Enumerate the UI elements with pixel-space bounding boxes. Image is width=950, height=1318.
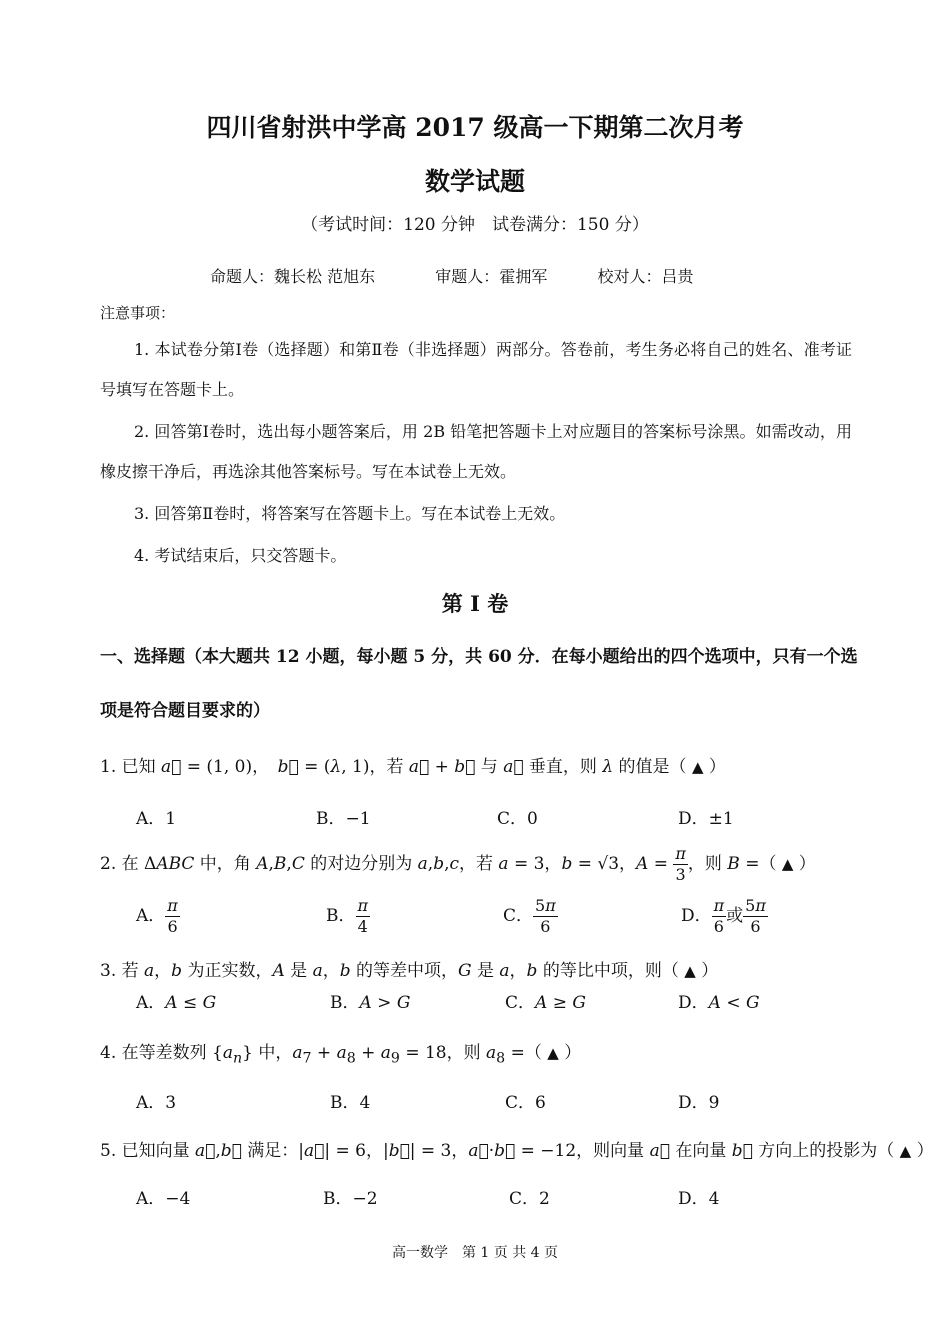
q4-option-c: C．6 xyxy=(505,1093,546,1113)
question-2: 2. 在 ΔABC 中，角 A,B,C 的对边分别为 a,b,c，若 a = 3，b = √3，A = $\frac{\pi}{3}$ ，则 B =（ ▲ ） xyxy=(100,844,816,884)
q5-option-b: B．−2 xyxy=(323,1189,378,1209)
question-5: 5. 已知向量 a⃗,b⃗ 满足：|a⃗| = 6，|b⃗| = 3，a⃗·b⃗ = −12，则向量 a⃗ 在向量 b⃗ 方向上的投影为（ ▲ ） xyxy=(100,1141,934,1161)
q2-option-c: C． $\frac{5\pi}{6}$ xyxy=(503,896,556,936)
q5-option-d: D．4 xyxy=(678,1189,720,1209)
q5-option-c: C．2 xyxy=(509,1189,550,1209)
reviewer-label: 审题人： xyxy=(435,267,500,286)
q5-option-a: A．−4 xyxy=(136,1189,191,1209)
question-3: 3. 若 a，b 为正实数，A 是 a，b 的等差中项，G 是 a，b 的等比中项，则（ ▲ ） xyxy=(100,961,719,981)
q4-option-a: A．3 xyxy=(136,1093,177,1113)
q3-option-b: B．A > G xyxy=(330,993,411,1013)
authors-line xyxy=(210,264,694,287)
q1-option-d: D．±1 xyxy=(678,809,734,829)
section-title: 第 I 卷 xyxy=(441,591,509,616)
exam-title: 四川省射洪中学高 2017 级高一下期第二次月考 xyxy=(206,113,744,142)
notice-item-1 xyxy=(100,330,852,410)
q3-option-c: C．A ≥ G xyxy=(505,993,586,1013)
q3-option-d: D．A < G xyxy=(678,993,760,1013)
notice-title: 注意事项： xyxy=(100,304,176,322)
reviewer-name: 霍拥军 xyxy=(499,267,548,286)
notice-item-3-text: 3. 回答第Ⅱ卷时，将答案写在答题卡上。写在本试卷上无效。 xyxy=(134,504,566,523)
question-4: 4. 在等差数列 $\{a_n\}$ 中，$a_7 + a_8 + a_9 = 18$，则 $a_8$ =（ ▲ ） xyxy=(100,1043,582,1067)
exam-info: （考试时间：120 分钟 试卷满分：150 分） xyxy=(301,215,649,235)
q2-option-d: D． $\frac{\pi}{6}$ 或 $\frac{5\pi}{6}$ xyxy=(681,896,766,936)
q3-option-c-label: C． xyxy=(505,993,536,1013)
q1-option-a: A．1 xyxy=(136,809,177,829)
page-footer: 高一数学 第 1 页 共 4 页 xyxy=(391,1245,559,1261)
checker-label: 校对人： xyxy=(597,267,662,286)
q2-option-a: A． $\frac{\pi}{6}$ xyxy=(136,896,178,936)
notice-item-1-text: 1. 本试卷分第Ⅰ卷（选择题）和第Ⅱ卷（非选择题）两部分。答卷前，考生务必将自己的姓名、准考证号填写在答题卡上。 xyxy=(100,340,852,399)
q4-option-b: B．4 xyxy=(330,1093,371,1113)
q2-option-b: B． $\frac{\pi}{4}$ xyxy=(326,896,369,936)
checker-name: 吕贵 xyxy=(661,267,694,286)
q3-option-a-label: A． xyxy=(136,993,166,1013)
question-1: 1. 已知 a⃗ = (1, 0)， b⃗ = (λ, 1)，若 a⃗ + b⃗ 与 a⃗ 垂直，则 λ 的值是（ ▲ ） xyxy=(100,757,726,777)
q1-option-b: B．−1 xyxy=(316,809,371,829)
notice-item-2 xyxy=(100,412,852,492)
notice-item-2-text: 2. 回答第Ⅰ卷时，选出每小题答案后，用 2B 铅笔把答题卡上对应题目的答案标号涂黑。如需改动，用橡皮擦干净后，再选涂其他答案标号。写在本试卷上无效。 xyxy=(100,422,852,481)
notice-item-4 xyxy=(100,536,852,576)
setter-names: 魏长松 范旭东 xyxy=(274,267,376,286)
q3-option-b-label: B． xyxy=(330,993,360,1013)
q1-option-c: C．0 xyxy=(497,809,538,829)
q4-option-d: D．9 xyxy=(678,1093,720,1113)
notice-item-4-text: 4. 考试结束后，只交答题卡。 xyxy=(134,546,347,565)
q3-option-d-label: D． xyxy=(678,993,709,1013)
part-heading: 一、选择题（本大题共 12 小题，每小题 5 分，共 60 分．在每小题给出的四个选项中，只有一个选项是符合题目要求的） xyxy=(100,647,858,721)
subject-title: 数学试题 xyxy=(424,167,525,196)
notice-item-3 xyxy=(100,494,852,534)
setter-label: 命题人： xyxy=(210,267,275,286)
q3-option-a: A．A ≤ G xyxy=(136,993,217,1013)
